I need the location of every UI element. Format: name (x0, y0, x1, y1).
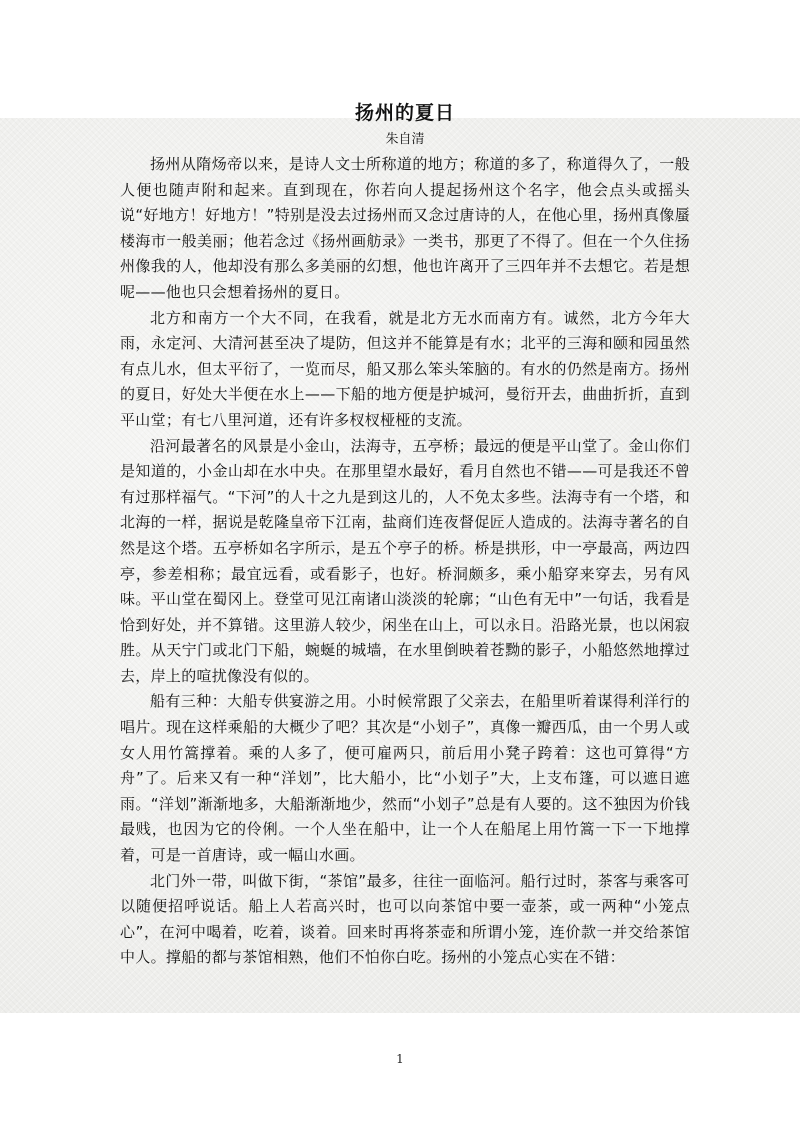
paragraph: 北方和南方一个大不同，在我看，就是北方无水而南方有。诚然，北方今年大雨，永定河、大清河甚至决了堤防，但这并不能算是有水；北平的三海和颐和园虽然有点儿水，但太平衍了，一览而尽，船又那么笨头笨脑的。有水的仍然是南方。扬州的夏日，好处大半便在水上——下船的地方便是护城河，曼衍开去，曲曲折折，直到平山堂；有七八里河道，还有许多杈杈桠桠的支流。 (120, 308, 690, 429)
paragraph: 沿河最著名的风景是小金山，法海寺，五亭桥；最远的便是平山堂了。金山你们是知道的，小金山却在水中央。在那里望水最好，看月自然也不错——可是我还不曾有过那样福气。“下河”的人十之九是到这儿的，人不免太多些。法海寺有一个塔，和北海的一样，据说是乾隆皇帝下江南，盐商们连夜督促匠人造成的。法海寺著名的自然是这个塔。五亭桥如名字所示，是五个亭子的桥。桥是拱形，中一亭最高，两边四亭，参差相称；最宜远看，或看影子，也好。桥洞颇多，乘小船穿来穿去，另有风味。平山堂在蜀冈上。登堂可见江南诸山淡淡的轮廓；“山色有无中”一句话，我看是恰到好处，并不算错。这里游人较少，闲坐在山上，可以永日。沿路光景，也以闲寂胜。从天宁门或北门下船，蜿蜒的城墙，在水里倒映着苍黝的影子，小船悠然地撑过去，岸上的喧扰像没有似的。 (120, 436, 690, 685)
paragraph: 北门外一带，叫做下街，“茶馆”最多，往往一面临河。船行过时，茶客与乘客可以随便招呼说话。船上人若高兴时，也可以向茶馆中要一壶茶，或一两种“小笼点心”，在河中喝着，吃着，谈着。回来时再将茶壶和所谓小笼，连价款一并交给茶馆中人。撑船的都与茶馆相熟，他们不怕你白吃。扬州的小笼点心实在不错： (120, 871, 690, 967)
document-content (120, 98, 690, 971)
document-title: 扬州的夏日 (354, 102, 455, 124)
page-number: 1 (396, 1052, 404, 1066)
paragraph: 船有三种：大船专供宴游之用。小时候常跟了父亲去，在船里听着谋得利洋行的唱片。现在这样乘船的大概少了吧？其次是“小划子”，真像一瓣西瓜，由一个男人或女人用竹篙撑着。乘的人多了，便可雇两只，前后用小凳子跨着：这也可算得“方舟”了。后来又有一种“洋划”，比大船小，比“小划子”大，上支布篷，可以遮日遮雨。“洋划”渐渐地多，大船渐渐地少，然而“小划子”总是有人要的。这不独因为价钱最贱，也因为它的伶俐。一个人坐在船中，让一个人在船尾上用竹篙一下一下地撑着，可是一首唐诗，或一幅山水画。 (120, 692, 690, 865)
document-author: 朱自清 (385, 132, 425, 147)
paragraph: 扬州从隋炀帝以来，是诗人文士所称道的地方；称道的多了，称道得久了，一般人便也随声附和起来。直到现在，你若向人提起扬州这个名字，他会点头或摇头说“好地方！好地方！”特别是没去过扬州而又念过唐诗的人，在他心里，扬州真像蜃楼海市一般美丽；他若念过《扬州画舫录》一类书，那更了不得了。但在一个久住扬州像我的人，他却没有那么多美丽的幻想，他也许离开了三四年并不去想它。若是想呢——他也只会想着扬州的夏日。 (120, 155, 690, 301)
document-body (120, 152, 690, 971)
